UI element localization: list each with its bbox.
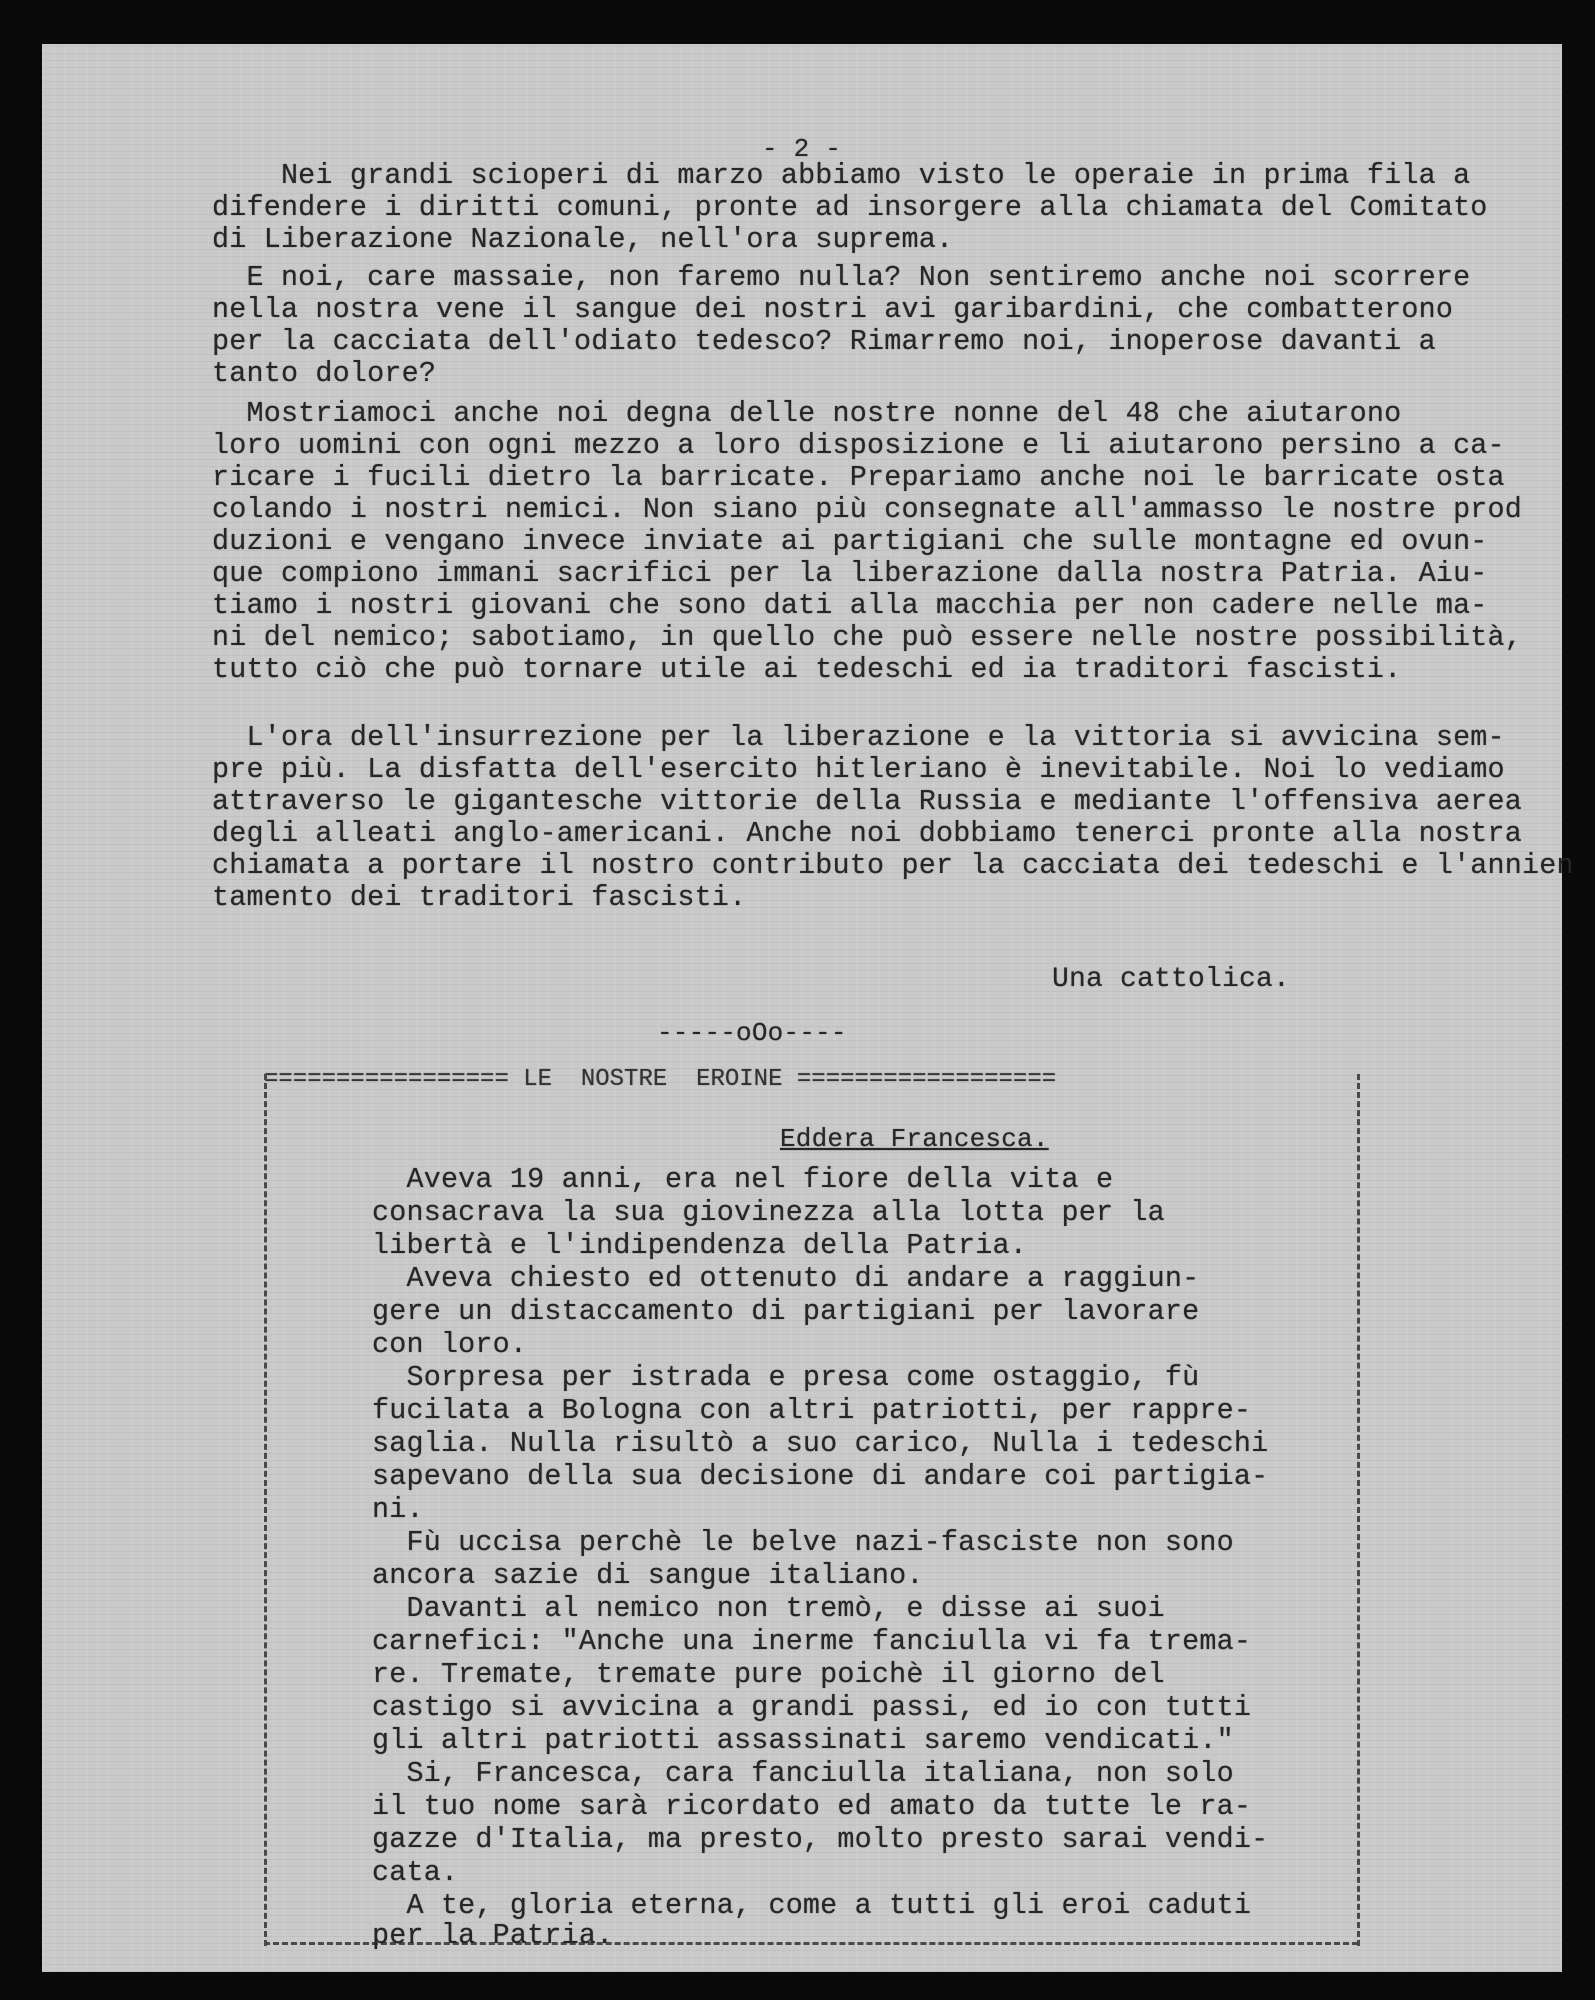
heroine-line: ni. [372,1493,424,1526]
heroine-line: gere un distaccamento di partigiani per lavorare [372,1295,1200,1328]
document-page [42,44,1574,1972]
heroine-line: carnefici: "Anche una inerme fanciulla vi fa trema- [372,1625,1252,1658]
heroine-line: libertà e l'indipendenza della Patria. [372,1229,1028,1262]
heroine-name: Eddera Francesca. [780,1124,1049,1154]
article-line: attraverso le gigantesche vittorie della Russia e mediante l'offensiva aerea [212,785,1523,818]
page-number: - 2 - [762,134,842,164]
article-line: chiamata a portare il nostro contributo per la cacciata dei tedeschi e l'annien [212,849,1574,882]
article-line: L'ora dell'insurrezione per la liberazione e la vittoria si avvicina sem- [212,721,1505,754]
article-line: loro uomini con ogni mezzo a loro disposizione e li aiutarono persino a ca- [212,429,1505,462]
article-signature: Una cattolica. [1052,964,1291,995]
heroine-line: Fù uccisa perchè le belve nazi-fasciste non sono [372,1526,1234,1559]
article-line: Nei grandi scioperi di marzo abbiamo visto le operaie in prima fila a [212,159,1471,192]
article-line: di Liberazione Nazionale, nell'ora suprema. [212,223,954,256]
article-line: degli alleati anglo-americani. Anche noi dobbiamo tenerci pronte alla nostra [212,817,1523,850]
article-line: tanto dolore? [212,357,437,390]
heroine-line: saglia. Nulla risultò a suo carico, Nulla i tedeschi [372,1427,1269,1460]
article-line: tiamo i nostri giovani che sono dati alla macchia per non cadere nelle ma- [212,589,1488,622]
heroine-line: Sorpresa per istrada e presa come ostaggio, fù [372,1361,1200,1394]
heroine-line: cata. [372,1856,459,1889]
heroine-line: per la Patria. [372,1919,614,1952]
article-line: nella nostra vene il sangue dei nostri avi garibardini, che combatterono [212,293,1454,326]
heroine-line: il tuo nome sarà ricordato ed amato da tutte le ra- [372,1790,1252,1823]
heroine-line: A te, gloria eterna, come a tutti gli eroi caduti [372,1889,1252,1922]
heroine-line: Davanti al nemico non tremò, e disse ai suoi [372,1592,1165,1625]
heroine-line: gazze d'Italia, ma presto, molto presto sarai vendi- [372,1823,1269,1856]
article-line: que compiono immani sacrifici per la liberazione dalla nostra Patria. Aiu- [212,557,1488,590]
article-line: duzioni e vengano invece inviate ai partigiani che sulle montagne ed ovun- [212,525,1488,558]
heroine-line: Aveva 19 anni, era nel fiore della vita e [372,1163,1114,1196]
heroine-line: Si, Francesca, cara fanciulla italiana, non solo [372,1757,1234,1790]
box-top-border: ================= LE NOSTRE EROINE ================== [264,1066,1057,1093]
article-line: E noi, care massaie, non faremo nulla? Non sentiremo anche noi scorrere [212,261,1471,294]
heroine-line: ancora sazie di sangue italiano. [372,1559,924,1592]
article-line: per la cacciata dell'odiato tedesco? Rimarremo noi, inoperose davanti a [212,325,1436,358]
heroine-line: fucilata a Bologna con altri patriotti, per rappre- [372,1394,1252,1427]
heroine-line: castigo si avvicina a grandi passi, ed io con tutti [372,1691,1252,1724]
heroine-line: gli altri patriotti assassinati saremo vendicati." [372,1724,1234,1757]
article-line: difendere i diritti comuni, pronte ad insorgere alla chiamata del Comitato [212,191,1488,224]
article-line: ricare i fucili dietro la barricate. Prepariamo anche noi le barricate osta [212,461,1505,494]
article-line: ni del nemico; sabotiamo, in quello che può essere nelle nostre possibilità, [212,621,1523,654]
heroine-line: con loro. [372,1328,528,1361]
article-line: pre più. La disfatta dell'esercito hitleriano è inevitabile. Noi lo vediamo [212,753,1505,786]
article-line: colando i nostri nemici. Non siano più consegnate all'ammasso le nostre prod [212,493,1523,526]
article-line: tamento dei traditori fascisti. [212,881,747,914]
heroine-line: Aveva chiesto ed ottenuto di andare a raggiun- [372,1262,1200,1295]
article-line: tutto ciò che può tornare utile ai tedeschi ed ia traditori fascisti. [212,653,1402,686]
heroine-line: sapevano della sua decisione di andare coi partigia- [372,1460,1269,1493]
section-separator: -----oOo---- [657,1018,847,1048]
heroine-line: re. Tremate, tremate pure poichè il giorno del [372,1658,1165,1691]
heroine-line: consacrava la sua giovinezza alla lotta per la [372,1196,1165,1229]
article-line: Mostriamoci anche noi degna delle nostre nonne del 48 che aiutarono [212,397,1402,430]
